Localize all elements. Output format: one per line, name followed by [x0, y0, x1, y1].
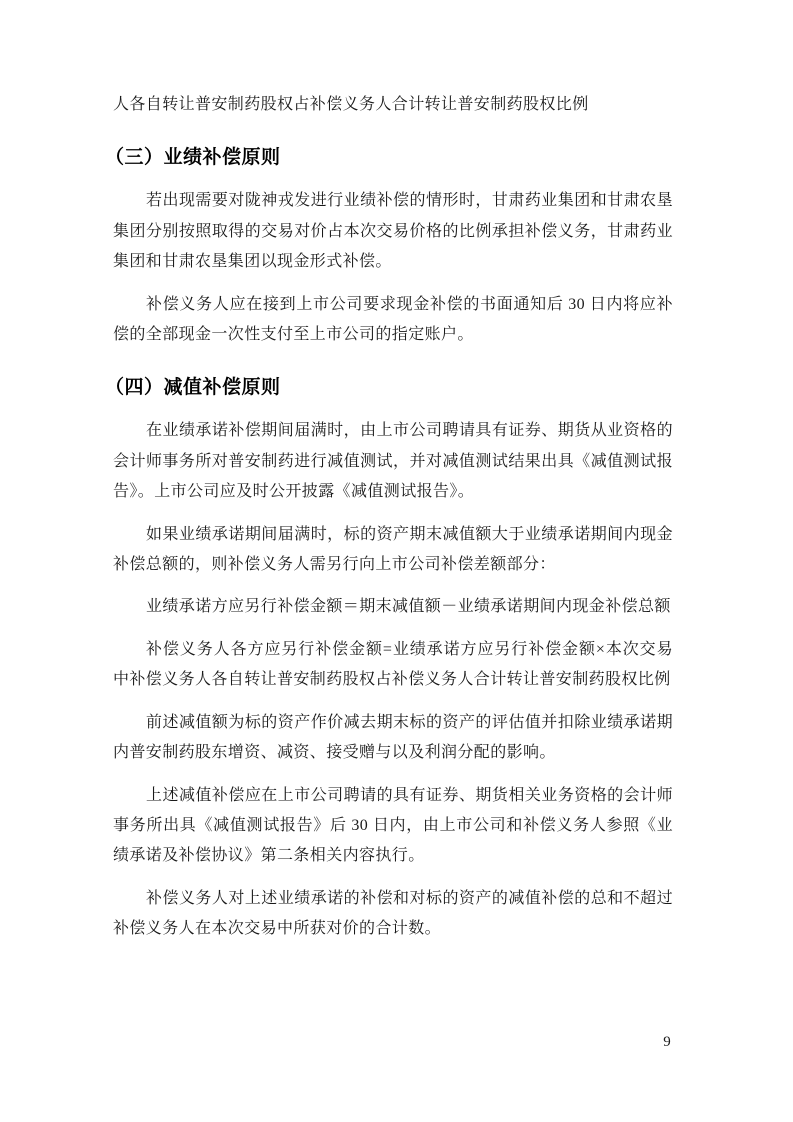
paragraph: 补偿义务人对上述业绩承诺的补偿和对标的资产的减值补偿的总和不超过补偿义务人在本次交易中所获对价的合计数。: [113, 889, 673, 938]
paragraph: 补偿义务人应在接到上市公司要求现金补偿的书面通知后 30 日内将应补偿的全部现金一次性支付至上市公司的指定账户。: [113, 295, 673, 344]
page-number: 9: [663, 1034, 671, 1050]
page-content: [105, 90, 673, 945]
paragraph: 上述减值补偿应在上市公司聘请的具有证券、期货相关业务资格的会计师事务所出具《减值测试报告》后 30 日内，由上市公司和补偿义务人参照《业绩承诺及补偿协议》第二条相关内容执行。: [113, 786, 673, 865]
paragraph-formula: 补偿义务人各方应另行补偿金额=业绩承诺方应另行补偿金额×本次交易中补偿义务人各自转让普安制药股权占补偿义务人合计转让普安制药股权比例: [113, 640, 673, 689]
paragraph-continuation: 人各自转让普安制药股权占补偿义务人合计转让普安制药股权比例: [113, 96, 589, 113]
section-heading-impairment-compensation: （四）减值补偿原则: [105, 377, 281, 399]
paragraph-formula: 业绩承诺方应另行补偿金额＝期末减值额－业绩承诺期间内现金补偿总额: [146, 598, 671, 616]
paragraph: 前述减值额为标的资产作价减去期末标的资产的评估值并扣除业绩承诺期内普安制药股东增资、减资、接受赠与以及利润分配的影响。: [113, 713, 673, 762]
paragraph: 若出现需要对陇神戎发进行业绩补偿的情形时，甘肃药业集团和甘肃农垦集团分别按照取得的交易对价占本次交易价格的比例承担补偿义务，甘肃药业集团和甘肃农垦集团以现金形式补偿。: [113, 192, 673, 271]
paragraph: 如果业绩承诺期间届满时，标的资产期末减值额大于业绩承诺期间内现金补偿总额的，则补偿义务人需另行向上市公司补偿差额部分：: [113, 525, 673, 574]
paragraph: 在业绩承诺补偿期间届满时，由上市公司聘请具有证券、期货从业资格的会计师事务所对普安制药进行减值测试，并对减值测试结果出具《减值测试报告》。上市公司应及时公开披露《减值测试报告》。: [113, 422, 673, 501]
section-heading-performance-compensation: （三）业绩补偿原则: [105, 147, 281, 169]
